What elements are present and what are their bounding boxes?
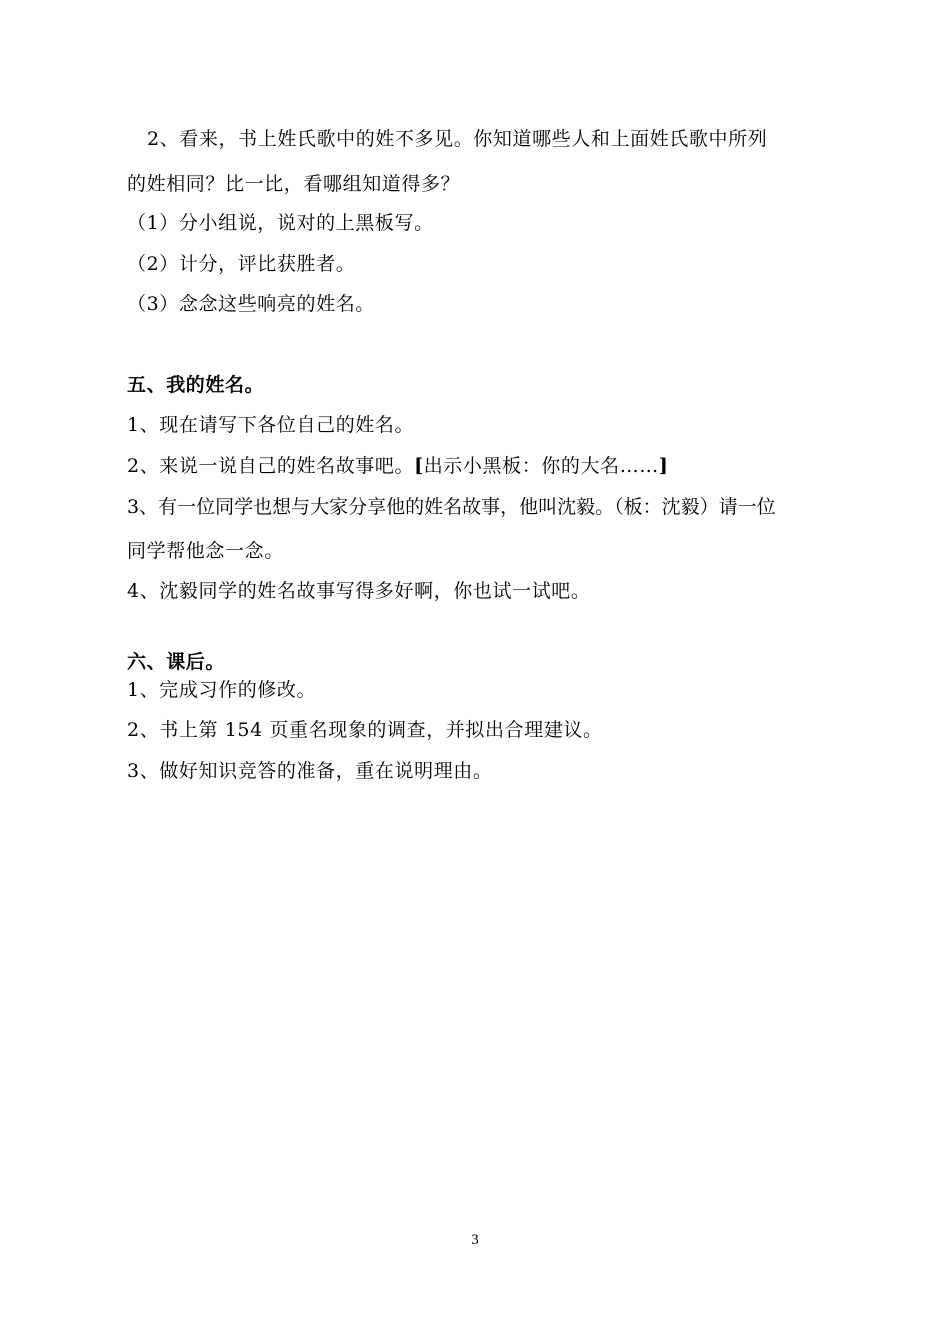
page-number: 3 — [471, 1232, 479, 1248]
section-5-item-2-text: 2、来说一说自己的姓名故事吧。 — [127, 455, 415, 477]
section-6-heading: 六、课后。 — [127, 651, 226, 673]
section-6-item-2: 2、书上第 154 页重名现象的调查，并拟出合理建议。 — [127, 719, 603, 741]
paragraph-item-2-line-2: 的姓相同？比一比，看哪组知道得多？ — [127, 173, 461, 195]
section-5-item-3-line-1: 3、有一位同学也想与大家分享他的姓名故事，他叫沈毅。（板：沈毅）请一位 — [127, 496, 776, 518]
section-5-item-3-line-2: 同学帮他念一念。 — [127, 540, 284, 562]
sub-item-3: （3）念念这些响亮的姓名。 — [127, 293, 375, 315]
bracket-open: [ — [414, 455, 424, 477]
section-5-heading: 五、我的姓名。 — [127, 374, 265, 396]
section-6-item-3: 3、做好知识竞答的准备，重在说明理由。 — [127, 760, 493, 782]
section-5-item-4: 4、沈毅同学的姓名故事写得多好啊，你也试一试吧。 — [127, 580, 591, 602]
paragraph-item-2-line-1: 2、看来，书上姓氏歌中的姓不多见。你知道哪些人和上面姓氏歌中所列 — [147, 128, 768, 150]
section-6-item-1: 1、完成习作的修改。 — [127, 679, 317, 701]
section-5-item-1: 1、现在请写下各位自己的姓名。 — [127, 414, 415, 436]
sub-item-1: （1）分小组说，说对的上黑板写。 — [127, 212, 434, 234]
sub-item-2: （2）计分，评比获胜者。 — [127, 253, 356, 275]
bracket-close: ] — [658, 455, 669, 477]
blackboard-note: 出示小黑板：你的大名…… — [423, 455, 659, 477]
section-5-item-2 — [127, 454, 847, 478]
